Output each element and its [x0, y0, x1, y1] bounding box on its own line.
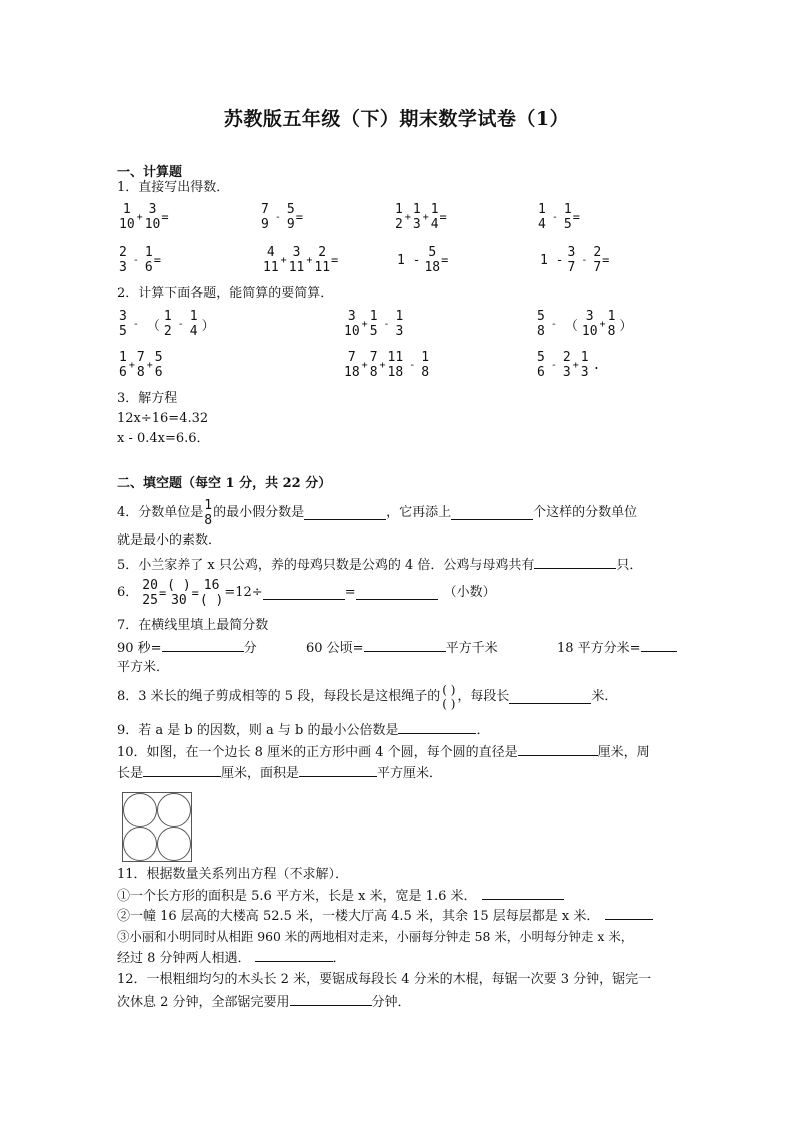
operator: -: [274, 211, 281, 223]
fraction: [200, 578, 223, 608]
operator: =: [572, 210, 580, 224]
q10-line-1: [117, 743, 650, 762]
q4-line-2: 就是最小的素数．: [117, 533, 222, 548]
fraction: [537, 309, 545, 339]
four-circles-icon: [123, 793, 191, 861]
q7-part-3: [557, 639, 677, 658]
answer-blank[interactable]: [605, 907, 653, 920]
fraction: [563, 350, 571, 380]
denominator: 2: [163, 324, 172, 339]
fraction: [119, 245, 127, 275]
q4-text-b: 的最小假分数是: [213, 505, 305, 520]
denominator: 18: [344, 365, 360, 380]
answer-blank[interactable]: [509, 691, 591, 704]
denominator: 3: [395, 324, 404, 339]
denominator: 30: [171, 593, 187, 608]
operator: -: [409, 359, 416, 371]
numerator: 1: [144, 245, 153, 260]
section-heading-fill-blank: 二、填空题（每空 1 分，共 22 分）: [117, 476, 332, 491]
q10-text-b: 厘米，周: [597, 745, 650, 760]
q1-label: 1．直接写出得数．: [117, 180, 230, 195]
fraction: [155, 350, 163, 380]
denominator: 5: [369, 324, 378, 339]
q9-line: [117, 721, 490, 740]
q7-part-3-unit: 平方米．: [117, 660, 170, 675]
denominator-blank[interactable]: ( ): [199, 593, 224, 608]
answer-blank[interactable]: [290, 993, 372, 1006]
numerator: 1: [395, 202, 403, 217]
q1-item: [537, 202, 580, 232]
q6-text-b: =12÷: [224, 585, 263, 600]
numerator: 3: [585, 309, 594, 324]
q12-line-1: 12．一根粗细均匀的木头长 2 米，要锯成每段长 4 分米的木棍，每锯一次要 3 分钟，锯完一: [117, 972, 652, 987]
numerator: 7: [136, 350, 145, 365]
section-heading-calculation: 一、计算题: [117, 165, 183, 180]
operator: +: [361, 359, 368, 371]
operator: +: [361, 318, 368, 330]
math-text: （: [564, 318, 578, 334]
answer-blank[interactable]: [304, 507, 386, 520]
fraction: [119, 309, 127, 339]
q11-text: 经过 8 分钟两人相遇．: [117, 951, 251, 966]
fraction: [119, 350, 127, 380]
denominator: 8: [204, 513, 213, 528]
q11-sub-3: ③小丽和小明同时从相距 960 米的两地相对走来，小丽每分钟走 58 米，小明每分钟走 x 米，: [117, 929, 634, 944]
math-text: ）: [201, 318, 215, 334]
q2-item: [343, 350, 430, 380]
operator: -: [177, 318, 184, 330]
denominator: 3: [580, 365, 589, 380]
q9-text-b: ．: [476, 723, 490, 738]
answer-blank[interactable]: [299, 764, 377, 777]
fraction: [370, 309, 378, 339]
operator: +: [146, 359, 153, 371]
denominator: 6: [119, 365, 127, 380]
fraction: [608, 309, 616, 339]
denominator: 7: [567, 260, 576, 275]
fraction: [263, 245, 279, 275]
numerator: 1: [563, 202, 572, 217]
fraction: [137, 350, 145, 380]
fraction: [370, 350, 378, 380]
denominator: 9: [286, 217, 295, 232]
numerator: 11: [387, 350, 404, 365]
operator: =: [602, 253, 610, 267]
denominator: 10: [119, 217, 135, 232]
numerator: 1: [538, 202, 546, 217]
numerator: 3: [567, 245, 576, 260]
q7-text: 90 秒=: [117, 641, 162, 656]
q1-item: [394, 245, 448, 275]
q6-text-d: （小数）: [443, 585, 496, 600]
q6-text-a: 6．: [117, 585, 139, 600]
numerator: 5: [428, 245, 437, 260]
answer-blank[interactable]: [451, 507, 533, 520]
q3-equation-1: 12x÷16=4.32: [117, 411, 209, 426]
operator: +: [136, 211, 143, 223]
fraction: [424, 245, 440, 275]
fraction: [204, 498, 212, 528]
q7-label: 7．在横线里填上最简分数: [117, 618, 269, 633]
operator: -: [550, 318, 557, 330]
q5-text-b: 只．: [616, 558, 643, 573]
q10-text-c: 长是: [117, 766, 144, 781]
numerator: 1: [412, 202, 421, 217]
denominator: 25: [142, 593, 158, 608]
operator: -: [550, 359, 557, 371]
equals-sign: =: [158, 586, 167, 600]
fraction: [167, 578, 190, 608]
fraction: [289, 245, 305, 275]
denominator: 8: [537, 324, 545, 339]
numerator: 20: [142, 578, 158, 593]
q11-text: ①一个长方形的面积是 5.6 平方米，长是 x 米，宽是 1.6 米．: [117, 889, 477, 904]
fraction: [582, 309, 598, 339]
q7-part-1: [117, 639, 257, 658]
numerator: 16: [203, 578, 220, 593]
q6-text-c: =: [344, 585, 356, 600]
q12-line-2: [117, 993, 411, 1012]
answer-blank[interactable]: [263, 587, 345, 600]
denominator: 9: [261, 217, 269, 232]
q1-item: [118, 245, 161, 275]
fraction: [537, 350, 545, 380]
denominator: 8: [607, 324, 616, 339]
q8-text-b: ，每段长: [457, 689, 510, 704]
operator: +: [280, 254, 287, 266]
denominator: 7: [593, 260, 602, 275]
operator: =: [331, 253, 339, 267]
q7-part-2: [306, 639, 498, 658]
operator: =: [153, 253, 161, 267]
q2-label: 2．计算下面各题，能简算的要简算．: [117, 286, 334, 301]
operator: =: [161, 210, 169, 224]
numerator: 1: [189, 309, 198, 324]
numerator: 7: [347, 350, 356, 365]
q1-item: [260, 202, 303, 232]
operator: =: [441, 253, 449, 267]
denominator: 3: [412, 217, 421, 232]
denominator: 4: [189, 324, 198, 339]
fraction-blank[interactable]: [442, 683, 455, 711]
numerator: 1: [421, 350, 430, 365]
denominator: 3: [562, 365, 571, 380]
denominator: 11: [263, 260, 279, 275]
numerator: 2: [593, 245, 602, 260]
denominator: 8: [136, 365, 145, 380]
q12-text-c: 分钟．: [371, 995, 411, 1010]
q11-label: 11．根据数量关系列出方程（不求解）．: [117, 867, 349, 882]
answer-blank[interactable]: [143, 764, 221, 777]
q2-item: [536, 309, 635, 339]
q1-item: [262, 245, 338, 275]
q11-sub-2: [117, 907, 653, 926]
denominator: 18: [424, 260, 441, 275]
numerator-blank[interactable]: ( ): [442, 683, 456, 697]
operator: +: [404, 211, 411, 223]
denominator: 3: [119, 260, 127, 275]
fraction: [581, 350, 589, 380]
numerator: 5: [154, 350, 163, 365]
numerator: 4: [266, 245, 275, 260]
q3-equation-2: x - 0.4x=6.6．: [117, 431, 210, 446]
q11-text-end: ．: [332, 951, 346, 966]
q4-text-d: 个这样的分数单位: [533, 505, 638, 520]
q4-line-1: [117, 498, 637, 528]
denominator: 5: [563, 217, 572, 232]
answer-blank[interactable]: [356, 587, 438, 600]
operator: =: [295, 210, 303, 224]
operator: -: [132, 254, 139, 266]
operator: +: [572, 359, 579, 371]
q5-text-a: 5．小兰家养了 x 只公鸡，养的母鸡只数是公鸡的 4 倍．公鸡与母鸡共有: [117, 558, 535, 573]
fraction: [142, 578, 158, 608]
q2-item: [536, 350, 603, 380]
q10-text-a: 10．如图，在一个边长 8 厘米的正方形中画 4 个圆，每个圆的直径是: [117, 745, 518, 760]
numerator: 1: [580, 350, 589, 365]
denominator: 10: [144, 217, 161, 232]
answer-blank[interactable]: [534, 556, 616, 569]
q4-text-c: ，它再添上: [386, 505, 452, 520]
denominator: 8: [421, 365, 430, 380]
answer-blank[interactable]: [641, 639, 677, 652]
q10-text-e: 平方厘米．: [377, 766, 443, 781]
numerator: 3: [292, 245, 301, 260]
q4-text-a: 4．分数单位是: [117, 505, 204, 520]
four-circles-figure: [122, 792, 192, 862]
fraction: [564, 202, 572, 232]
page-title: 苏教版五年级（下）期末数学试卷（1）: [223, 108, 570, 130]
denominator: 11: [314, 260, 331, 275]
numerator-blank[interactable]: ( ): [167, 578, 191, 593]
numerator: 2: [562, 350, 571, 365]
answer-blank[interactable]: [255, 949, 333, 962]
denominator: 6: [537, 365, 545, 380]
fraction: [396, 309, 404, 339]
fraction: [344, 350, 360, 380]
operator: -: [581, 254, 588, 266]
numerator: 2: [119, 245, 127, 260]
q5-line: [117, 556, 642, 575]
numerator: 3: [119, 309, 127, 324]
numerator: 5: [537, 309, 545, 324]
answer-blank[interactable]: [162, 639, 244, 652]
operator: +: [128, 359, 135, 371]
denominator: 10: [581, 324, 598, 339]
q1-item: [394, 202, 447, 232]
math-text: .: [592, 357, 601, 373]
fraction: [119, 202, 135, 232]
math-text: ）: [619, 318, 633, 334]
numerator: 2: [318, 245, 327, 260]
fraction: [421, 350, 429, 380]
operator: -: [551, 211, 558, 223]
numerator: 1: [369, 309, 378, 324]
q11-sub-3-cont: [117, 949, 346, 968]
operator: +: [422, 211, 429, 223]
operator: -: [132, 318, 139, 330]
q7-text: 18 平方分米=: [557, 641, 641, 656]
operator: =: [439, 210, 447, 224]
numerator: 1: [430, 202, 439, 217]
fraction: [190, 309, 198, 339]
answer-blank[interactable]: [364, 639, 446, 652]
q2-item: [118, 309, 218, 339]
fraction: [538, 202, 546, 232]
q1-item: [537, 245, 609, 275]
q10-line-2: [117, 764, 442, 783]
denominator: 8: [369, 365, 378, 380]
numerator: 3: [347, 309, 356, 324]
denominator: 6: [154, 365, 163, 380]
fraction: [388, 350, 404, 380]
q11-sub-1: [117, 887, 564, 906]
fraction: [593, 245, 601, 275]
denominator: 4: [430, 217, 439, 232]
answer-blank[interactable]: [398, 721, 476, 734]
q8-text-c: 米．: [591, 689, 618, 704]
denominator-blank[interactable]: ( ): [442, 697, 456, 711]
numerator: 7: [261, 202, 269, 217]
numerator: 7: [369, 350, 378, 365]
fraction: [431, 202, 439, 232]
fraction: [145, 245, 153, 275]
denominator: 11: [288, 260, 305, 275]
denominator: 2: [395, 217, 403, 232]
fraction: [344, 309, 360, 339]
q6-line: [117, 578, 496, 608]
numerator: 1: [163, 309, 172, 324]
denominator: 10: [344, 324, 360, 339]
fraction: [145, 202, 161, 232]
q7-text: 60 公顷=: [306, 641, 364, 656]
q2-item: [118, 350, 164, 380]
q9-text-a: 9．若 a 是 b 的因数，则 a 与 b 的最小公倍数是: [117, 723, 399, 738]
fraction: [287, 202, 295, 232]
fraction: [395, 202, 403, 232]
answer-blank[interactable]: [518, 743, 598, 756]
q10-text-d: 厘米，面积是: [221, 766, 300, 781]
math-text: 1 -: [540, 252, 564, 268]
operator: -: [383, 318, 390, 330]
denominator: 18: [387, 365, 404, 380]
equals-sign: =: [191, 586, 199, 600]
q8-line: [117, 683, 617, 711]
q1-item: [118, 202, 169, 232]
numerator: 1: [119, 350, 127, 365]
operator: +: [306, 254, 313, 266]
math-text: （: [146, 318, 160, 334]
fraction: [567, 245, 575, 275]
numerator: 1: [395, 309, 404, 324]
math-text: 1 -: [397, 252, 421, 268]
denominator: 6: [144, 260, 153, 275]
q3-label: 3．解方程: [117, 391, 178, 406]
operator: +: [599, 318, 606, 330]
q2-item: [343, 309, 404, 339]
fraction: [413, 202, 421, 232]
answer-blank[interactable]: [482, 887, 564, 900]
q12-text-b: 次休息 2 分钟，全部锯完要用: [117, 995, 290, 1010]
q8-text-a: 8．3 米长的绳子剪成相等的 5 段，每段长是这根绳子的: [117, 689, 441, 704]
numerator: 5: [286, 202, 295, 217]
q7-unit: 平方千米: [445, 641, 498, 656]
numerator: 1: [607, 309, 616, 324]
denominator: 4: [538, 217, 546, 232]
numerator: 5: [537, 350, 545, 365]
q11-text: ②一幢 16 层高的大楼高 52.5 米，一楼大厅高 4.5 米，其余 15 层每层都是 x 米．: [117, 909, 600, 924]
denominator: 5: [119, 324, 127, 339]
numerator: 3: [148, 202, 157, 217]
numerator: 1: [122, 202, 131, 217]
fraction: [314, 245, 330, 275]
numerator: 1: [204, 498, 213, 513]
fraction: [164, 309, 172, 339]
q7-unit: 分: [243, 641, 257, 656]
fraction: [261, 202, 269, 232]
operator: +: [379, 359, 386, 371]
